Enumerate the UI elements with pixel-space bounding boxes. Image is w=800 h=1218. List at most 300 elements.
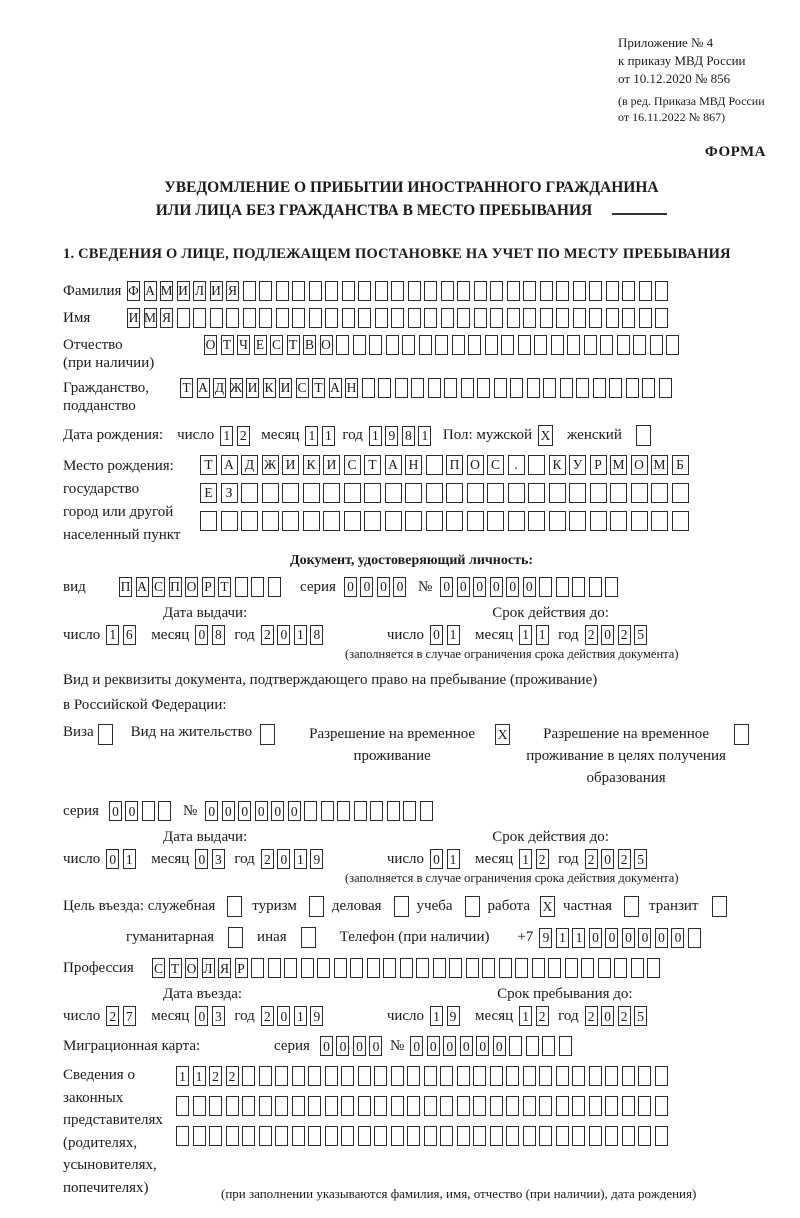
grid-cell[interactable]: Н [345,378,358,398]
purpose-other-checkbox[interactable] [301,927,316,948]
permit-issue-year-grid[interactable] [261,849,327,869]
grid-cell[interactable] [370,801,383,821]
grid-cell[interactable] [528,483,545,503]
grid-cell[interactable] [369,335,382,355]
grid-cell[interactable]: Р [590,455,607,475]
grid-cell[interactable] [569,483,586,503]
grid-cell[interactable]: Е [254,335,267,355]
grid-cell[interactable] [467,511,484,531]
grid-cell[interactable] [449,958,462,978]
doc-issue-year-grid[interactable] [261,625,327,645]
grid-cell[interactable] [457,1066,470,1086]
grid-cell[interactable]: 1 [193,1066,206,1086]
grid-cell[interactable] [473,1096,486,1116]
grid-cell[interactable]: 1 [430,1006,443,1026]
grid-cell[interactable] [309,281,322,301]
grid-cell[interactable]: 0 [601,1006,614,1026]
birth-place-grid-1[interactable] [200,455,692,475]
grid-cell[interactable] [259,1096,272,1116]
grid-cell[interactable]: 0 [255,801,268,821]
grid-cell[interactable] [526,1036,539,1056]
permit-number-grid[interactable] [205,801,436,821]
grid-cell[interactable] [364,511,381,531]
grid-cell[interactable]: Ж [262,455,279,475]
grid-cell[interactable]: П [119,577,132,597]
grid-cell[interactable]: 8 [402,426,415,446]
grid-cell[interactable] [532,958,545,978]
grid-cell[interactable] [712,896,727,917]
grid-cell[interactable]: 0 [671,928,684,948]
grid-cell[interactable] [268,577,281,597]
grid-cell[interactable] [424,281,437,301]
grid-cell[interactable]: 0 [506,577,519,597]
grid-cell[interactable] [508,483,525,503]
grid-cell[interactable] [242,1096,255,1116]
grid-cell[interactable] [655,308,668,328]
grid-cell[interactable] [638,1126,651,1146]
grid-cell[interactable]: 9 [385,426,398,446]
citizenship-grid[interactable] [180,378,675,398]
grid-cell[interactable] [241,483,258,503]
grid-cell[interactable]: 2 [261,625,274,645]
grid-cell[interactable]: Е [200,483,217,503]
grid-cell[interactable] [528,455,545,475]
representatives-grid-2[interactable] [176,1096,696,1116]
grid-cell[interactable] [523,1126,536,1146]
grid-cell[interactable] [321,801,334,821]
grid-cell[interactable] [672,511,689,531]
grid-cell[interactable] [539,1066,552,1086]
grid-cell[interactable]: 0 [638,928,651,948]
grid-cell[interactable] [378,378,391,398]
grid-cell[interactable]: 1 [369,426,382,446]
grid-cell[interactable] [301,958,314,978]
grid-cell[interactable] [636,425,651,446]
grid-cell[interactable] [325,1066,338,1086]
grid-cell[interactable]: Д [241,455,258,475]
grid-cell[interactable] [468,335,481,355]
grid-cell[interactable] [292,1126,305,1146]
grid-cell[interactable]: Т [200,455,217,475]
grid-cell[interactable]: О [320,335,333,355]
grid-cell[interactable] [485,335,498,355]
grid-cell[interactable]: 1 [294,849,307,869]
grid-cell[interactable] [325,1096,338,1116]
profession-grid[interactable] [152,958,664,978]
grid-cell[interactable] [242,1066,255,1086]
grid-cell[interactable]: 5 [634,1006,647,1026]
grid-cell[interactable] [362,378,375,398]
grid-cell[interactable]: 1 [106,625,119,645]
grid-cell[interactable]: 0 [622,928,635,948]
grid-cell[interactable] [589,577,602,597]
grid-cell[interactable] [364,483,381,503]
grid-cell[interactable]: А [197,378,210,398]
grid-cell[interactable] [386,335,399,355]
grid-cell[interactable] [565,958,578,978]
sex-male-checkbox[interactable] [538,425,553,446]
grid-cell[interactable] [523,281,536,301]
permit-series-grid[interactable] [109,801,175,821]
grid-cell[interactable] [282,511,299,531]
doc-issue-day-grid[interactable] [106,625,139,645]
grid-cell[interactable] [573,281,586,301]
grid-cell[interactable]: 2 [618,849,631,869]
grid-cell[interactable] [482,958,495,978]
grid-cell[interactable] [424,308,437,328]
grid-cell[interactable] [375,308,388,328]
grid-cell[interactable] [416,958,429,978]
grid-cell[interactable]: 0 [430,625,443,645]
grid-cell[interactable] [341,1096,354,1116]
grid-cell[interactable] [301,927,316,948]
grid-cell[interactable] [292,281,305,301]
grid-cell[interactable] [457,281,470,301]
grid-cell[interactable] [639,308,652,328]
grid-cell[interactable]: 1 [294,625,307,645]
grid-cell[interactable]: С [152,577,165,597]
grid-cell[interactable] [589,1126,602,1146]
doc-exp-year-grid[interactable] [585,625,651,645]
grid-cell[interactable]: С [270,335,283,355]
grid-cell[interactable] [539,577,552,597]
grid-cell[interactable]: 0 [457,577,470,597]
doc-exp-day-grid[interactable] [430,625,463,645]
grid-cell[interactable] [506,1066,519,1086]
stay-year-grid[interactable] [585,1006,651,1026]
grid-cell[interactable] [341,1126,354,1146]
grid-cell[interactable] [626,378,639,398]
grid-cell[interactable]: 1 [536,625,549,645]
grid-cell[interactable] [539,1126,552,1146]
grid-cell[interactable] [292,308,305,328]
grid-cell[interactable] [734,724,749,745]
grid-cell[interactable] [622,1126,635,1146]
stay-day-grid[interactable] [430,1006,463,1026]
grid-cell[interactable] [259,281,272,301]
grid-cell[interactable] [490,281,503,301]
grid-cell[interactable] [569,511,586,531]
grid-cell[interactable] [549,511,566,531]
grid-cell[interactable]: 2 [618,625,631,645]
grid-cell[interactable] [303,511,320,531]
grid-cell[interactable] [193,1096,206,1116]
grid-cell[interactable] [509,1036,522,1056]
grid-cell[interactable] [518,335,531,355]
grid-cell[interactable] [177,308,190,328]
grid-cell[interactable] [385,483,402,503]
grid-cell[interactable]: Я [160,308,173,328]
grid-cell[interactable] [655,1096,668,1116]
grid-cell[interactable] [391,1126,404,1146]
grid-cell[interactable]: 0 [336,1036,349,1056]
grid-cell[interactable]: 0 [288,801,301,821]
grid-cell[interactable]: Л [193,281,206,301]
grid-cell[interactable] [308,1096,321,1116]
grid-cell[interactable] [576,378,589,398]
grid-cell[interactable] [589,281,602,301]
grid-cell[interactable] [284,958,297,978]
grid-cell[interactable]: У [569,455,586,475]
grid-cell[interactable] [276,281,289,301]
grid-cell[interactable] [407,1096,420,1116]
grid-cell[interactable] [441,281,454,301]
grid-cell[interactable]: 0 [109,801,122,821]
grid-cell[interactable] [262,511,279,531]
grid-cell[interactable]: О [467,455,484,475]
representatives-grid-1[interactable] [176,1066,696,1086]
grid-cell[interactable]: 2 [209,1066,222,1086]
grid-cell[interactable] [473,1066,486,1086]
grid-cell[interactable]: 1 [294,1006,307,1026]
grid-cell[interactable] [323,483,340,503]
grid-cell[interactable]: А [144,281,157,301]
grid-cell[interactable]: 2 [585,1006,598,1026]
grid-cell[interactable] [590,483,607,503]
grid-cell[interactable] [510,378,523,398]
grid-cell[interactable] [400,958,413,978]
grid-cell[interactable]: 2 [536,1006,549,1026]
grid-cell[interactable] [228,927,243,948]
grid-cell[interactable] [507,308,520,328]
grid-cell[interactable]: Ч [237,335,250,355]
grid-cell[interactable]: 5 [634,625,647,645]
grid-cell[interactable] [638,1066,651,1086]
grid-cell[interactable]: 0 [410,1036,423,1056]
grid-cell[interactable] [344,483,361,503]
grid-cell[interactable] [308,1126,321,1146]
grid-cell[interactable] [403,801,416,821]
grid-cell[interactable] [494,378,507,398]
grid-cell[interactable]: 0 [125,801,138,821]
grid-cell[interactable] [209,1096,222,1116]
grid-cell[interactable]: 0 [277,1006,290,1026]
grid-cell[interactable] [304,801,317,821]
grid-cell[interactable] [342,308,355,328]
grid-cell[interactable] [622,281,635,301]
grid-cell[interactable] [374,1096,387,1116]
grid-cell[interactable] [650,335,663,355]
grid-cell[interactable]: О [185,958,198,978]
grid-cell[interactable] [457,1126,470,1146]
entry-day-grid[interactable] [106,1006,139,1026]
grid-cell[interactable]: К [263,378,276,398]
grid-cell[interactable]: 0 [476,1036,489,1056]
grid-cell[interactable]: 9 [310,1006,323,1026]
grid-cell[interactable]: 1 [305,426,318,446]
grid-cell[interactable] [573,308,586,328]
grid-cell[interactable] [420,801,433,821]
grid-cell[interactable]: 0 [430,849,443,869]
grid-cell[interactable] [605,577,618,597]
grid-cell[interactable]: М [651,455,668,475]
grid-cell[interactable]: 2 [536,849,549,869]
grid-cell[interactable]: 1 [176,1066,189,1086]
grid-cell[interactable] [260,724,275,745]
grid-cell[interactable]: И [127,308,140,328]
grid-cell[interactable]: Д [213,378,226,398]
permit-issue-month-grid[interactable] [195,849,228,869]
grid-cell[interactable] [647,958,660,978]
grid-cell[interactable] [402,335,415,355]
grid-cell[interactable] [259,308,272,328]
grid-cell[interactable]: 1 [519,625,532,645]
grid-cell[interactable]: Т [221,335,234,355]
grid-cell[interactable]: Ж [230,378,243,398]
grid-cell[interactable] [391,308,404,328]
grid-cell[interactable] [461,378,474,398]
grid-cell[interactable] [407,1066,420,1086]
grid-cell[interactable]: Н [405,455,422,475]
temp-residence-edu-checkbox[interactable] [734,724,749,745]
grid-cell[interactable] [374,1066,387,1086]
grid-cell[interactable] [350,958,363,978]
grid-cell[interactable] [609,378,622,398]
purpose-private-checkbox[interactable] [624,896,639,917]
grid-cell[interactable] [487,483,504,503]
birth-place-grid-2[interactable] [200,483,692,503]
grid-cell[interactable] [528,511,545,531]
grid-cell[interactable] [610,511,627,531]
grid-cell[interactable]: 0 [360,577,373,597]
grid-cell[interactable] [593,378,606,398]
permit-issue-day-grid[interactable] [106,849,139,869]
grid-cell[interactable] [411,378,424,398]
doc-series-grid[interactable] [344,577,410,597]
grid-cell[interactable]: Л [202,958,215,978]
grid-cell[interactable] [391,1096,404,1116]
grid-cell[interactable]: 3 [212,1006,225,1026]
grid-cell[interactable] [666,335,679,355]
grid-cell[interactable] [323,511,340,531]
grid-cell[interactable]: А [221,455,238,475]
purpose-transit-checkbox[interactable] [712,896,727,917]
grid-cell[interactable] [622,1096,635,1116]
grid-cell[interactable] [606,281,619,301]
grid-cell[interactable]: 0 [601,849,614,869]
grid-cell[interactable] [490,1096,503,1116]
grid-cell[interactable]: 2 [106,1006,119,1026]
grid-cell[interactable]: 1 [123,849,136,869]
grid-cell[interactable]: 8 [212,625,225,645]
grid-cell[interactable]: О [631,455,648,475]
grid-cell[interactable] [499,958,512,978]
grid-cell[interactable]: М [610,455,627,475]
grid-cell[interactable]: 0 [222,801,235,821]
grid-cell[interactable] [559,1036,572,1056]
grid-cell[interactable]: 0 [443,1036,456,1056]
entry-month-grid[interactable] [195,1006,228,1026]
grid-cell[interactable] [638,1096,651,1116]
grid-cell[interactable] [317,958,330,978]
residence-permit-checkbox[interactable] [260,724,275,745]
grid-cell[interactable] [358,1066,371,1086]
grid-cell[interactable]: И [246,378,259,398]
grid-cell[interactable] [358,281,371,301]
grid-cell[interactable]: Р [202,577,215,597]
grid-cell[interactable] [572,577,585,597]
grid-cell[interactable] [243,308,256,328]
grid-cell[interactable] [549,483,566,503]
grid-cell[interactable] [394,896,409,917]
grid-cell[interactable] [556,1096,569,1116]
grid-cell[interactable] [672,483,689,503]
grid-cell[interactable] [624,896,639,917]
grid-cell[interactable]: 1 [519,1006,532,1026]
grid-cell[interactable]: З [221,483,238,503]
grid-cell[interactable] [622,308,635,328]
grid-cell[interactable]: . [508,455,525,475]
grid-cell[interactable] [465,896,480,917]
grid-cell[interactable]: 6 [123,625,136,645]
grid-cell[interactable]: 0 [393,577,406,597]
grid-cell[interactable] [473,1126,486,1146]
grid-cell[interactable] [275,1066,288,1086]
grid-cell[interactable] [600,335,613,355]
grid-cell[interactable] [572,1096,585,1116]
grid-cell[interactable] [441,308,454,328]
grid-cell[interactable] [353,335,366,355]
grid-cell[interactable]: 0 [427,1036,440,1056]
grid-cell[interactable] [243,281,256,301]
grid-cell[interactable]: X [540,896,555,917]
grid-cell[interactable]: И [282,455,299,475]
grid-cell[interactable]: С [344,455,361,475]
grid-cell[interactable] [426,455,443,475]
grid-cell[interactable] [336,335,349,355]
grid-cell[interactable] [426,511,443,531]
grid-cell[interactable] [543,378,556,398]
grid-cell[interactable]: 2 [618,1006,631,1026]
grid-cell[interactable] [276,308,289,328]
grid-cell[interactable] [617,335,630,355]
grid-cell[interactable] [387,801,400,821]
grid-cell[interactable] [556,577,569,597]
grid-cell[interactable] [515,958,528,978]
grid-cell[interactable] [251,958,264,978]
grid-cell[interactable] [440,1066,453,1086]
grid-cell[interactable] [506,1096,519,1116]
grid-cell[interactable]: Т [312,378,325,398]
grid-cell[interactable] [452,335,465,355]
grid-cell[interactable]: О [185,577,198,597]
grid-cell[interactable] [176,1126,189,1146]
grid-cell[interactable] [642,378,655,398]
grid-cell[interactable] [341,1066,354,1086]
grid-cell[interactable] [605,1126,618,1146]
grid-cell[interactable] [523,1096,536,1116]
grid-cell[interactable]: 0 [195,1006,208,1026]
grid-cell[interactable] [435,335,448,355]
grid-cell[interactable] [457,308,470,328]
permit-exp-year-grid[interactable] [585,849,651,869]
grid-cell[interactable] [610,483,627,503]
grid-cell[interactable]: 0 [605,928,618,948]
grid-cell[interactable] [506,1126,519,1146]
grid-cell[interactable] [358,1096,371,1116]
entry-year-grid[interactable] [261,1006,327,1026]
grid-cell[interactable] [292,1066,305,1086]
grid-cell[interactable]: X [495,724,510,745]
grid-cell[interactable]: 1 [556,928,569,948]
grid-cell[interactable] [598,958,611,978]
grid-cell[interactable] [358,1126,371,1146]
grid-cell[interactable] [385,511,402,531]
grid-cell[interactable]: С [487,455,504,475]
permit-exp-day-grid[interactable] [430,849,463,869]
grid-cell[interactable] [622,1066,635,1086]
grid-cell[interactable]: Б [672,455,689,475]
